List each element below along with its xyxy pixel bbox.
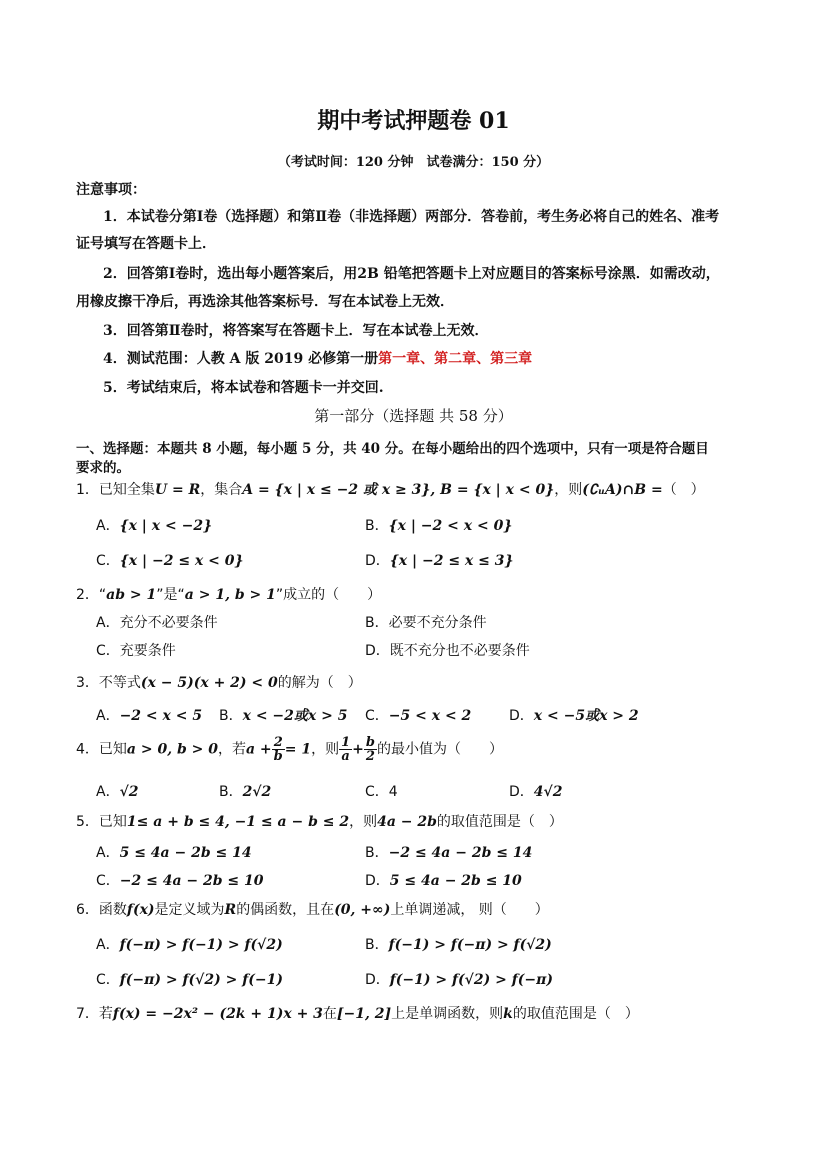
q4-a-math: √2 bbox=[119, 784, 139, 800]
q1-option-c bbox=[96, 550, 244, 570]
notes-heading: 注意事项： bbox=[76, 182, 146, 198]
q6-math-2: R bbox=[224, 902, 237, 918]
q3-c-label: C． bbox=[365, 708, 389, 724]
q1-b-math: {x | −2 < x < 0} bbox=[388, 518, 513, 534]
q1-option-d bbox=[365, 550, 514, 570]
q4-frac3-num: b bbox=[365, 735, 375, 750]
q4-frac-1-over-a bbox=[339, 736, 352, 763]
q7-mid2: 上是单调函数，则 bbox=[391, 1006, 504, 1022]
q2-option-c: C．充要条件 bbox=[96, 643, 176, 659]
q4-d-label: D． bbox=[509, 784, 534, 800]
q4-frac1-den: b bbox=[273, 749, 283, 764]
q5-b-label: B． bbox=[365, 845, 389, 861]
question-5 bbox=[76, 811, 563, 831]
q3-c-math: −5 < x < 2 bbox=[388, 708, 472, 724]
q4-frac-b-over-2 bbox=[364, 736, 377, 763]
exam-subtitle: （考试时间：120 分钟 试卷满分：150 分） bbox=[277, 155, 550, 170]
q5-mid: ，则 bbox=[349, 814, 378, 830]
q6-d-label: D． bbox=[365, 972, 390, 988]
q3-option-d bbox=[509, 705, 639, 725]
q2-math-1: ab > 1 bbox=[106, 587, 157, 603]
q3-option-a bbox=[96, 705, 202, 725]
q4-d-math: 4√2 bbox=[533, 784, 563, 800]
q5-b-math: −2 ≤ 4a − 2b ≤ 14 bbox=[388, 845, 533, 861]
q4-option-b bbox=[219, 781, 271, 801]
q7-math-1: f(x) = −2x² − (2k + 1)x + 3 bbox=[112, 1006, 323, 1022]
q3-d-math: x < −5或x > 2 bbox=[533, 708, 639, 724]
q6-c-math: f(−π) > f(√2) > f(−1) bbox=[119, 972, 283, 988]
q4-frac1-num: 2 bbox=[272, 736, 285, 750]
q2-option-a: A．充分不必要条件 bbox=[96, 615, 218, 631]
q6-option-a bbox=[96, 934, 283, 954]
q6-a-label: A． bbox=[96, 937, 120, 953]
note-3: 3．回答第Ⅱ卷时，将答案写在答题卡上．写在本试卷上无效． bbox=[103, 323, 489, 339]
q4-b-label: B． bbox=[219, 784, 243, 800]
q2-pre: 2．“ bbox=[76, 587, 107, 603]
q3-a-math: −2 < x < 5 bbox=[119, 708, 203, 724]
q6-d-math: f(−1) > f(√2) > f(−π) bbox=[389, 972, 553, 988]
q3-option-c bbox=[365, 705, 471, 725]
q5-option-a bbox=[96, 842, 252, 862]
question-2 bbox=[76, 584, 381, 604]
q2-option-b: B．必要不充分条件 bbox=[365, 615, 487, 631]
q2-post: ”成立的（ ） bbox=[275, 587, 382, 603]
question-4 bbox=[76, 736, 503, 763]
q6-mid: 是定义域为 bbox=[154, 902, 225, 918]
note-5: 5．考试结束后，将本试卷和答题卡一并交回. bbox=[103, 380, 384, 396]
note-2a: 2．回答第Ⅰ卷时，选出每小题答案后，用2B 铅笔把答题卡上对应题目的答案标号涂黑．如需改动， bbox=[103, 266, 720, 282]
q1-mid2: ，则 bbox=[554, 482, 583, 498]
q4-b-math: 2√2 bbox=[242, 784, 272, 800]
q3-pre: 3．不等式 bbox=[76, 675, 141, 691]
q7-math-2: [−1, 2] bbox=[336, 1006, 392, 1022]
q1-option-a bbox=[96, 515, 212, 535]
q5-math: 1≤ a + b ≤ 4, −1 ≤ a − b ≤ 2 bbox=[126, 814, 350, 830]
q1-c-label: C． bbox=[96, 553, 120, 569]
q3-option-b bbox=[219, 705, 347, 725]
q4-mid2: ，则 bbox=[311, 741, 340, 758]
q1-a-label: A． bbox=[96, 518, 120, 534]
q5-math-2: 4a − 2b bbox=[377, 814, 437, 830]
q1-d-math: {x | −2 ≤ x ≤ 3} bbox=[389, 553, 514, 569]
q5-post: 的取值范围是（ ） bbox=[436, 814, 563, 830]
q6-option-b bbox=[365, 934, 552, 954]
q5-pre: 5．已知 bbox=[76, 814, 127, 830]
q4-option-d bbox=[509, 781, 562, 801]
q2-option-d: D．既不充分也不必要条件 bbox=[365, 643, 530, 659]
q3-b-label: B． bbox=[219, 708, 243, 724]
q6-post: 上单调递减， 则（ ） bbox=[390, 902, 549, 918]
q4-frac2-den: a bbox=[341, 749, 350, 764]
q6-math-1: f(x) bbox=[126, 902, 155, 918]
q1-mid: ，集合 bbox=[200, 482, 243, 498]
section-intro-b: 要求的。 bbox=[76, 460, 130, 476]
q5-option-d bbox=[365, 870, 522, 890]
q4-math-1: a > 0, b > 0 bbox=[126, 741, 218, 758]
note-4 bbox=[103, 348, 532, 368]
note-4-text: 4．测试范围：人教 A 版 2019 必修第一册 bbox=[103, 351, 379, 367]
q5-d-label: D． bbox=[365, 873, 390, 889]
q6-b-math: f(−1) > f(−π) > f(√2) bbox=[388, 937, 552, 953]
q1-d-label: D． bbox=[365, 553, 390, 569]
question-3 bbox=[76, 672, 362, 692]
q1-b-label: B． bbox=[365, 518, 389, 534]
q6-option-c bbox=[96, 969, 283, 989]
q4-frac2-num: 1 bbox=[341, 735, 351, 750]
q6-a-math: f(−π) > f(−1) > f(√2) bbox=[119, 937, 283, 953]
q1-option-b bbox=[365, 515, 512, 535]
q1-a-math: {x | x < −2} bbox=[119, 518, 213, 534]
q2-mid: ”是“ bbox=[156, 587, 185, 603]
q4-option-a bbox=[96, 781, 139, 801]
q6-b-label: B． bbox=[365, 937, 389, 953]
q1-math-expr: (∁ᵤA)∩B = bbox=[582, 482, 663, 498]
q3-d-label: D． bbox=[509, 708, 534, 724]
q4-post: 的最小值为（ ） bbox=[377, 741, 503, 758]
q4-option-c: C．4 bbox=[365, 784, 398, 800]
q6-mid2: 的偶函数，且在 bbox=[236, 902, 335, 918]
q4-frac3-den: 2 bbox=[365, 749, 375, 764]
q5-a-math: 5 ≤ 4a − 2b ≤ 14 bbox=[119, 845, 252, 861]
q5-option-b bbox=[365, 842, 532, 862]
q3-post: 的解为（ ） bbox=[277, 675, 362, 691]
q5-option-c bbox=[96, 870, 264, 890]
q7-math-3: k bbox=[503, 1006, 513, 1022]
q5-a-label: A． bbox=[96, 845, 120, 861]
q4-pre: 4．已知 bbox=[76, 741, 127, 758]
q5-d-math: 5 ≤ 4a − 2b ≤ 10 bbox=[389, 873, 522, 889]
q6-option-d bbox=[365, 969, 553, 989]
q1-c-math: {x | −2 ≤ x < 0} bbox=[119, 553, 244, 569]
q4-plus: + bbox=[352, 741, 364, 758]
q3-b-math: x < −2或x > 5 bbox=[242, 708, 348, 724]
q4-math-2a: a + bbox=[245, 741, 272, 758]
q4-mid: ，若 bbox=[217, 741, 246, 758]
q5-c-math: −2 ≤ 4a − 2b ≤ 10 bbox=[119, 873, 264, 889]
note-1a: 1．本试卷分第Ⅰ卷（选择题）和第Ⅱ卷（非选择题）两部分．答卷前，考生务必将自己的姓名、准考 bbox=[103, 209, 720, 225]
q6-pre: 6．函数 bbox=[76, 902, 127, 918]
q7-mid: 在 bbox=[322, 1006, 337, 1022]
q4-math-2b: = 1 bbox=[284, 741, 312, 758]
q4-frac-2-over-b bbox=[272, 736, 285, 763]
note-4-chapters: 第一章、第二章、第三章 bbox=[378, 351, 533, 367]
note-1b: 证号填写在答题卡上． bbox=[76, 236, 216, 252]
q6-c-label: C． bbox=[96, 972, 120, 988]
q1-math-sets: A = {x | x ≤ −2 或 x ≥ 3}, B = {x | x < 0} bbox=[242, 482, 555, 498]
q1-post: （ ） bbox=[662, 482, 705, 498]
q7-pre: 7．若 bbox=[76, 1006, 113, 1022]
section-title: 第一部分（选择题 共 58 分） bbox=[314, 407, 513, 425]
q6-math-3: (0, +∞) bbox=[334, 902, 391, 918]
q3-a-label: A． bbox=[96, 708, 120, 724]
q4-a-label: A． bbox=[96, 784, 120, 800]
q5-c-label: C． bbox=[96, 873, 120, 889]
question-6 bbox=[76, 899, 549, 919]
q2-math-2: a > 1, b > 1 bbox=[184, 587, 276, 603]
page-title: 期中考试押题卷 01 bbox=[317, 108, 510, 134]
question-7 bbox=[76, 1003, 639, 1023]
q3-math: (x − 5)(x + 2) < 0 bbox=[140, 675, 278, 691]
note-2b: 用橡皮擦干净后，再选涂其他答案标号．写在本试卷上无效． bbox=[76, 294, 454, 310]
q1-math-u: U = R bbox=[154, 482, 201, 498]
question-1 bbox=[76, 479, 705, 499]
q7-post: 的取值范围是（ ） bbox=[512, 1006, 639, 1022]
section-intro-a: 一、选择题：本题共 8 小题，每小题 5 分，共 40 分。在每小题给出的四个选项中，只有一项是符合题目 bbox=[76, 441, 709, 457]
q1-pre: 1．已知全集 bbox=[76, 482, 155, 498]
